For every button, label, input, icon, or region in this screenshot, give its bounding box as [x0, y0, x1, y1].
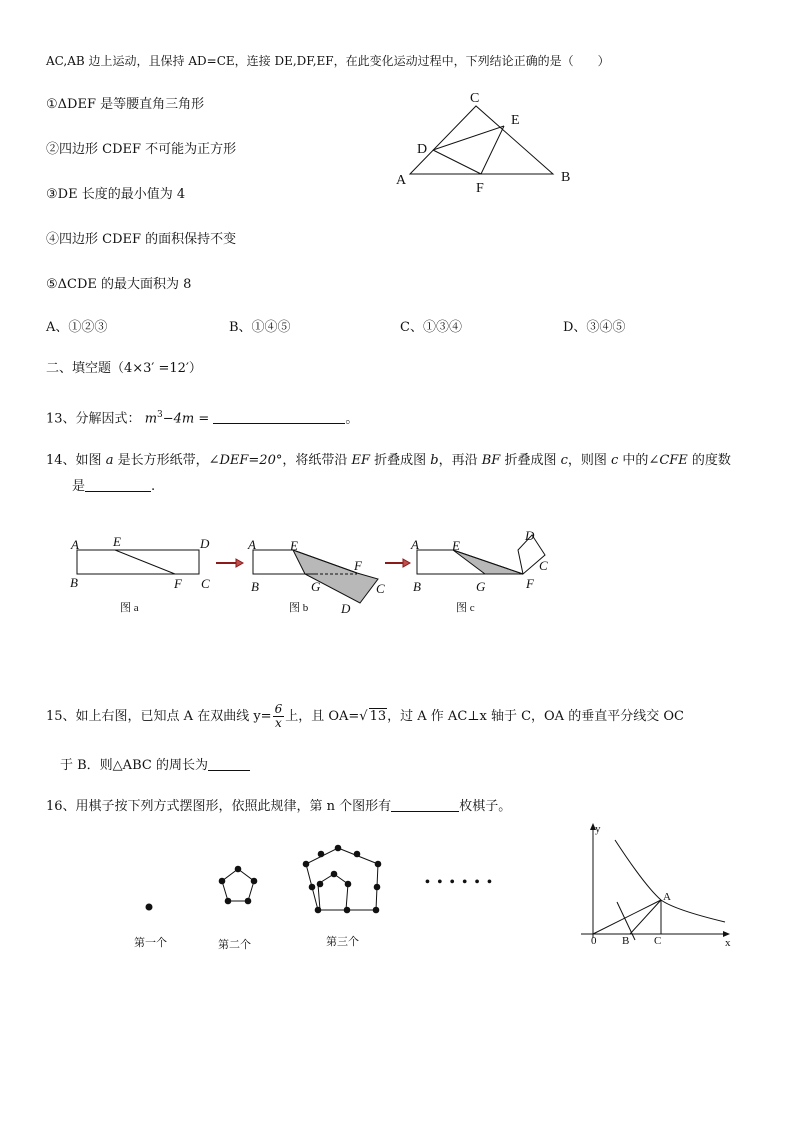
piece-first [146, 904, 153, 911]
q12-statement-5: ⑤ΔCDE 的最大面积为 8 [46, 277, 192, 292]
fig-a-label-b: B [70, 575, 78, 590]
fig-a-label-f: F [174, 576, 182, 591]
q12-statement-2: ②四边形 CDEF 不可能为正方形 [46, 142, 237, 157]
q16-text-a: 16、用棋子按下列方式摆图形，依照此规律，第 n 个图形有 [46, 799, 392, 814]
figure-c [410, 528, 548, 594]
fig-b-label-d: D [341, 601, 351, 616]
q13-expr-exp: 3 [157, 410, 163, 420]
q15-line-1 [46, 703, 684, 730]
figure-a [70, 534, 210, 591]
segment-oa [593, 900, 661, 934]
caption-fig-b: 图 b [289, 602, 309, 614]
q14-fig-a-var: a [105, 453, 114, 468]
sqrt-icon: √ [359, 709, 368, 724]
segment-ef [481, 126, 504, 174]
q12-option-a: A、①②③ [46, 320, 108, 335]
fig-a-label-c: C [201, 576, 210, 591]
q14-angle: ∠DEF=20° [208, 453, 283, 468]
strip-a [77, 550, 199, 574]
q12-statement-3: ③DE 长度的最小值为 4 [46, 187, 186, 202]
q13-prefix: 13、分解因式： [46, 411, 141, 427]
q14-text-a: 14、如图 [46, 453, 106, 468]
q14-line-2 [72, 478, 155, 495]
q14-fig-c-var: c [560, 453, 568, 468]
hyperbola-curve [615, 840, 725, 922]
pattern-ellipsis: • • • • • • [425, 875, 494, 890]
q14-fig-c-var-2: c [611, 453, 619, 468]
figure-b [247, 537, 385, 616]
folded-part-b [293, 550, 378, 603]
fig-a-label-a: A [71, 537, 79, 552]
q12-option-b: B、①④⑤ [229, 320, 291, 335]
q14-cfe: ∠CFE [648, 453, 688, 468]
q16-line [46, 798, 511, 815]
fig-c-label-g: G [476, 579, 486, 594]
q12-statement-1: ①ΔDEF 是等腰直角三角形 [46, 97, 205, 112]
caption-first: 第一个 [134, 936, 167, 949]
q16-answer-blank[interactable] [391, 798, 459, 812]
section-2-title: 二、填空题（4×3′ =12′） [46, 361, 202, 376]
q14-text-c: ，将纸带沿 [282, 453, 352, 468]
q15-line-2 [60, 757, 250, 774]
q15-text-line2: 于 B．则△ABC 的周长为 [60, 758, 208, 773]
fig-c-label-d: D [525, 528, 535, 543]
q15-fraction [273, 703, 285, 730]
fig-c-label-a: A [411, 537, 419, 552]
q13-line [46, 407, 358, 427]
q12-statement-4: ④四边形 CDEF 的面积保持不变 [46, 232, 237, 247]
q13-answer-blank[interactable] [213, 410, 345, 424]
arrow-2-icon [385, 559, 410, 567]
fig-b-label-c: C [376, 581, 385, 596]
label-f: F [476, 181, 484, 196]
q13-expr-rest: −4m = [162, 411, 210, 427]
pattern-second [219, 866, 258, 905]
q14-text-g: ，则图 [567, 453, 612, 468]
q15-sqrt-value: 13 [369, 709, 387, 724]
caption-third: 第三个 [326, 935, 359, 948]
label-b: B [561, 170, 571, 185]
q14-text-i: 的度数 [687, 453, 731, 468]
fig-b-label-a: A [248, 537, 256, 552]
caption-fig-a: 图 a [120, 602, 139, 614]
q15-text-a: 15、如上右图，已知点 A 在双曲线 y= [46, 709, 272, 724]
q12-option-c: C、①③④ [400, 320, 462, 335]
graph-label-b: B [622, 935, 630, 947]
q15-hyperbola-graph [575, 820, 765, 955]
triangle-abc [410, 106, 553, 174]
q14-text-f: 折叠成图 [500, 453, 561, 468]
arrow-1-icon [216, 559, 243, 567]
q14-line-1 [46, 453, 731, 469]
graph-label-a: A [663, 891, 671, 903]
segment-de [433, 126, 504, 150]
fig-b-label-e: E [290, 538, 298, 553]
q14-line2-suffix: . [151, 479, 156, 494]
fig-c-label-f: F [526, 576, 534, 591]
q12-stem: AC,AB 边上运动，且保持 AD=CE，连接 DE,DF,EF，在此变化运动过程中，下列结论正确的是（ ） [46, 54, 610, 68]
fig-a-label-e: E [113, 534, 121, 549]
label-a: A [396, 173, 407, 188]
fold-line-ef [115, 550, 175, 574]
q14-text-d: 折叠成图 [370, 453, 431, 468]
caption-fig-c: 图 c [456, 602, 475, 614]
q14-text-e: ，再沿 [438, 453, 482, 468]
q14-figures [60, 530, 560, 620]
fig-c-label-c: C [539, 558, 548, 573]
graph-label-y: y [595, 823, 601, 835]
q15-answer-blank[interactable] [208, 757, 250, 771]
q15-frac-den: x [275, 716, 282, 730]
q12-triangle-figure [390, 88, 580, 198]
q15-text-b: 上，且 OA= [285, 709, 360, 724]
q12-option-d: D、③④⑤ [563, 320, 626, 335]
fig-b-label-f: F [354, 558, 362, 573]
q16-text-b: 枚棋子。 [459, 799, 512, 814]
label-d: D [417, 142, 428, 157]
caption-second: 第二个 [218, 938, 251, 951]
q14-text-b: 是长方形纸带， [113, 453, 209, 468]
q13-suffix: 。 [345, 411, 359, 427]
fig-b-label-g: G [311, 579, 321, 594]
segment-df [433, 150, 481, 174]
fig-c-label-b: B [413, 579, 421, 594]
segment-ab [630, 900, 661, 934]
graph-label-c: C [654, 935, 662, 947]
fig-b-label-b: B [251, 579, 259, 594]
fig-c-label-e: E [452, 538, 460, 553]
label-c: C [470, 91, 480, 106]
q16-pattern-figures [120, 840, 520, 955]
fig-a-label-d: D [200, 536, 210, 551]
q13-expr-base: m [144, 411, 158, 427]
q15-text-c: ，过 A 作 AC⊥x 轴于 C，OA 的垂直平分线交 OC [387, 709, 684, 724]
q14-bf: BF [481, 453, 501, 468]
q14-text-h: 中的 [618, 453, 649, 468]
label-e: E [511, 113, 520, 128]
q14-answer-blank[interactable] [85, 478, 151, 492]
q14-ef: EF [351, 453, 371, 468]
graph-label-x: x [725, 937, 731, 949]
q15-frac-num: 6 [274, 702, 283, 716]
q14-fig-b-var: b [430, 453, 439, 468]
q14-line2-prefix: 是 [72, 479, 86, 494]
pattern-third [303, 845, 382, 914]
graph-label-o: 0 [591, 935, 597, 947]
